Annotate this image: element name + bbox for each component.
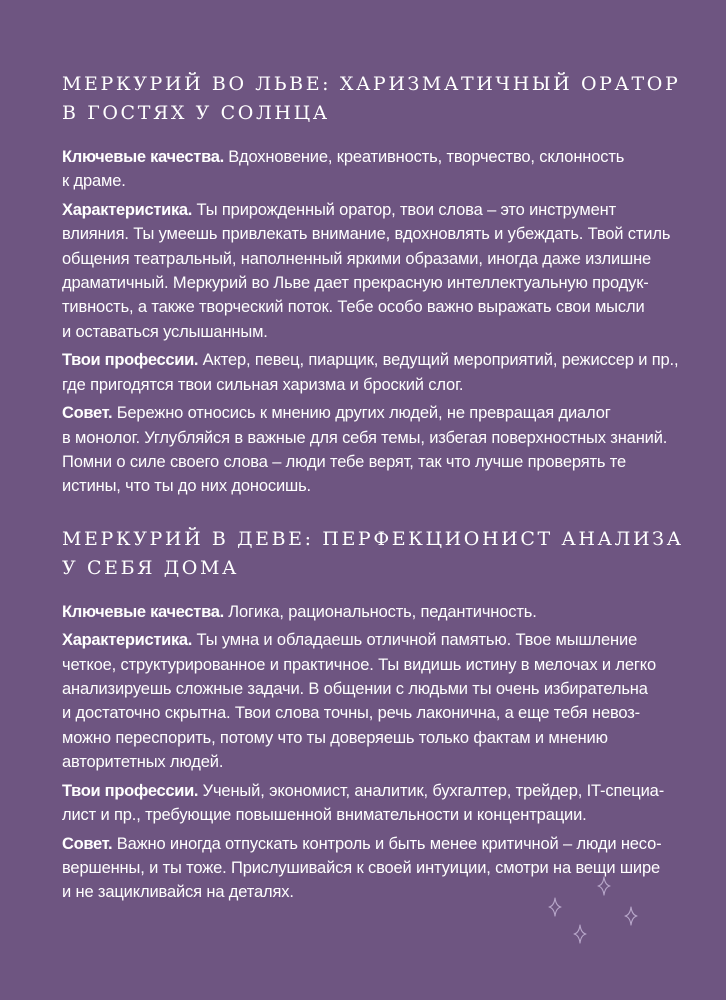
advice-paragraph: Совет. Важно иногда отпускать контроль и быть менее критичной – люди несо- вершенны, и ты тоже. Прислушивайся к своей интуиции, смотри на вещи шире и не зацикливайся на деталях.	[62, 834, 662, 902]
sparkle-icon	[625, 907, 637, 925]
paragraph-lead: Ключевые качества.	[62, 602, 224, 621]
sparkle-icon	[549, 898, 561, 916]
paragraph-lead: Характеристика.	[62, 631, 193, 650]
paragraph-lead: Совет.	[62, 834, 113, 853]
paragraph-lead: Ключевые качества.	[62, 148, 224, 166]
advice-paragraph: Совет. Бережно относись к мнению других людей, не превращая диалог в монолог. Углубляйся в важные для себя темы, избегая поверхностных знаний. Помни о силе своего слова – люди тебе верят, так что лучше проверять те истины, что ты до них доносишь.	[62, 404, 668, 496]
key-qualities-paragraph: Ключевые качества. Вдохновение, креативность, творчество, склонность к драме.	[62, 148, 625, 191]
section-title: МЕРКУРИЙ В ДЕВЕ: ПЕРФЕКЦИОНИСТ АНАЛИЗА У СЕБЯ ДОМА	[62, 527, 684, 579]
paragraph-lead: Характеристика.	[62, 201, 193, 220]
section-title: МЕРКУРИЙ ВО ЛЬВЕ: ХАРИЗМАТИЧНЫЙ ОРАТОР В ГОСТЯХ У СОЛНЦА	[62, 73, 681, 124]
key-qualities-paragraph: Ключевые качества. Логика, рациональность, педантичность.	[62, 602, 537, 621]
characteristic-paragraph: Характеристика. Ты прирожденный оратор, твои слова – это инструмент влияния. Ты умеешь привлекать внимание, вдохновлять и убеждать. Твой стиль общения театральный, наполненный яркими образами, иногда даже излишне драматичный. Меркурий во Льве дает прекрасную интеллектуальную продук- тивность, а также творческий поток. Тебе особо важно выражать свои мысли и оставаться услышанным.	[62, 201, 671, 341]
paragraph-lead: Твои профессии.	[62, 351, 199, 370]
section-mercury-virgo	[62, 525, 684, 905]
professions-paragraph: Твои профессии. Актер, певец, пиарщик, ведущий мероприятий, режиссер и пр., где пригодятся твои сильная харизма и броский слог.	[62, 351, 679, 394]
sparkle-icon	[598, 877, 610, 895]
page-content	[62, 70, 684, 931]
sparkles-icon	[540, 875, 650, 950]
professions-paragraph: Твои профессии. Ученый, экономист, аналитик, бухгалтер, трейдер, IT-специа- лист и пр., требующие повышенной внимательности и концентрации.	[62, 781, 665, 825]
paragraph-lead: Совет.	[62, 404, 113, 423]
section-mercury-leo	[62, 70, 681, 499]
sparkle-icon	[574, 925, 586, 943]
paragraph-lead: Твои профессии.	[62, 781, 199, 800]
characteristic-paragraph: Характеристика. Ты умна и обладаешь отличной памятью. Твое мышление четкое, структурированное и практичное. Ты видишь истину в мелочах и легко анализируешь сложные задачи. В общении с людьми ты очень избирательна и достаточно скрытна. Твои слова точны, речь лаконична, а еще тебя невоз- можно переспорить, потому что ты доверяешь только фактам и мнению авторитетных людей.	[62, 631, 657, 771]
